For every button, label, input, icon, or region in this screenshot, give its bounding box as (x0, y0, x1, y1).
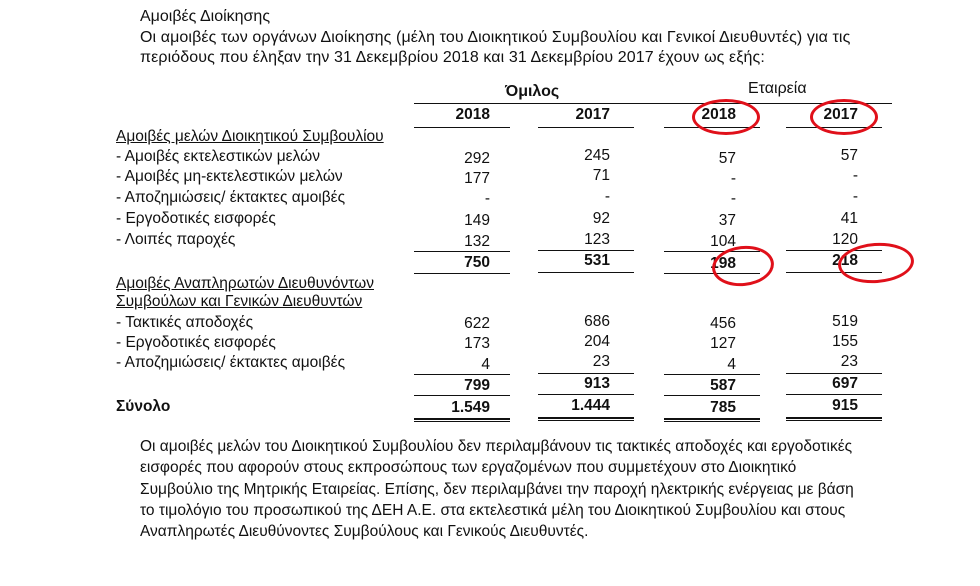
cell-value: 177 (464, 170, 490, 187)
subtotal-value: 913 (584, 375, 610, 392)
cell-value: 686 (584, 313, 610, 330)
cell-value: - (604, 188, 610, 205)
subtotal-value: 531 (584, 252, 610, 269)
total-rule (786, 420, 882, 421)
subtotal-rule (664, 374, 760, 375)
row-label: - Εργοδοτικές εισφορές (116, 334, 276, 351)
subtotal-rule (538, 250, 634, 251)
subtotal-rule (414, 251, 510, 252)
row-label: - Τακτικές αποδοχές (116, 314, 254, 331)
cell-value: 292 (464, 150, 490, 167)
row-label: - Αποζημιώσεις/ έκτακτες αμοιβές (116, 354, 346, 371)
year-company-2018: 2018 (701, 106, 736, 123)
subtotal-value: 218 (832, 252, 858, 269)
subtotal-rule (414, 395, 510, 396)
note-line-1: Οι αμοιβές μελών του Διοικητικού Συμβουλίου δεν περιλαμβάνουν τις τακτικές αποδοχές και εργοδοτικές (140, 438, 853, 455)
cell-value: - (852, 167, 858, 184)
total-rule (664, 418, 760, 420)
cell-value: 155 (832, 333, 858, 350)
total-rule (538, 417, 634, 419)
row-label: - Λοιπές παροχές (116, 231, 236, 248)
cell-value: 456 (710, 315, 736, 332)
cell-value: 123 (584, 231, 610, 248)
company-header: Εταιρεία (748, 80, 807, 97)
subtotal-rule (786, 373, 882, 374)
cell-value: 519 (832, 313, 858, 330)
annotation-circle (810, 99, 878, 135)
cell-value: 204 (584, 333, 610, 350)
row-label: - Εργοδοτικές εισφορές (116, 210, 276, 227)
note-line-2: εισφορές που αφορούν στους εκπροσώπους των εργαζομένων που συμμετέχουν στο Διοικητικό (140, 459, 797, 476)
total-rule (414, 418, 510, 420)
total-rule (786, 417, 882, 419)
total-value: 785 (710, 399, 736, 416)
subtotal-value: 198 (710, 255, 736, 272)
total-value: 1.444 (571, 397, 610, 414)
section2-title-line-1: Αμοιβές Αναπληρωτών Διευθυνόντων (116, 275, 374, 292)
subtotal-rule (538, 394, 634, 395)
note-line-3: Συμβούλιο της Μητρικής Εταιρείας. Επίσης, δεν περιλαμβάνει την παροχή ηλεκτρικής ενέργειας με βάση (140, 481, 854, 498)
subtotal-value: 587 (710, 377, 736, 394)
subtotal-value: 799 (464, 377, 490, 394)
total-rule (414, 421, 510, 422)
section2-title-line-2: Συμβούλων και Γενικών Διευθυντών (116, 293, 363, 310)
row-label: - Αμοιβές μη-εκτελεστικών μελών (116, 168, 343, 185)
cell-value: 92 (592, 210, 610, 227)
intro-line-2: περιόδους που έληξαν την 31 Δεκεμβρίου 2018 και 31 Δεκεμβρίου 2017 έχουν ως εξής: (140, 49, 765, 66)
subtotal-rule (664, 395, 760, 396)
subtotal-rule (414, 374, 510, 375)
cell-value: 4 (727, 356, 736, 373)
cell-value: 245 (584, 147, 610, 164)
cell-value: 104 (710, 233, 736, 250)
subtotal-rule (538, 272, 634, 273)
cell-value: 622 (464, 315, 490, 332)
cell-value: 37 (718, 212, 736, 229)
cell-value: 57 (840, 147, 858, 164)
total-rule (664, 421, 760, 422)
cell-value: 57 (718, 150, 736, 167)
annotation-circle (692, 99, 760, 135)
cell-value: 23 (592, 353, 610, 370)
year-rule (538, 127, 634, 128)
cell-value: - (852, 188, 858, 205)
subtotal-rule (538, 373, 634, 374)
row-label: - Αμοιβές εκτελεστικών μελών (116, 148, 320, 165)
section-heading: Αμοιβές Διοίκησης (140, 8, 271, 25)
intro-line-1: Οι αμοιβές των οργάνων Διοίκησης (μέλη του Διοικητικού Συμβουλίου και Γενικοί Διευθυντές) για τις (140, 29, 851, 46)
cell-value: - (730, 190, 736, 207)
note-line-4: το τιμολόγιο του προσωπικού της ΔΕΗ Α.Ε. στα εκτελεστικά μέλη του Διοικητικού Συμβουλίου και στους (140, 502, 846, 519)
note-line-5: Αναπληρωτές Διευθύνοντες Συμβούλους και Γενικούς Διευθυντές. (140, 523, 589, 540)
subtotal-rule (414, 273, 510, 274)
cell-value: 41 (840, 210, 858, 227)
total-rule (538, 420, 634, 421)
subtotal-value: 750 (464, 254, 490, 271)
cell-value: 132 (464, 233, 490, 250)
cell-value: 173 (464, 335, 490, 352)
year-group-2018: 2018 (455, 106, 490, 123)
total-value: 915 (832, 397, 858, 414)
year-company-2017: 2017 (823, 106, 858, 123)
cell-value: 4 (481, 356, 490, 373)
cell-value: 127 (710, 335, 736, 352)
group-header: Όμιλος (505, 83, 560, 100)
total-value: 1.549 (451, 399, 490, 416)
cell-value: 120 (832, 231, 858, 248)
subtotal-value: 697 (832, 375, 858, 392)
row-label: - Αποζημιώσεις/ έκτακτες αμοιβές (116, 189, 346, 206)
cell-value: - (730, 170, 736, 187)
cell-value: 23 (840, 353, 858, 370)
cell-value: - (484, 190, 490, 207)
subtotal-rule (786, 394, 882, 395)
cell-value: 71 (592, 167, 610, 184)
cell-value: 149 (464, 212, 490, 229)
year-group-2017: 2017 (575, 106, 610, 123)
section1-title: Αμοιβές μελών Διοικητικού Συμβουλίου (116, 128, 384, 145)
year-rule (414, 127, 510, 128)
total-label: Σύνολο (116, 398, 171, 415)
